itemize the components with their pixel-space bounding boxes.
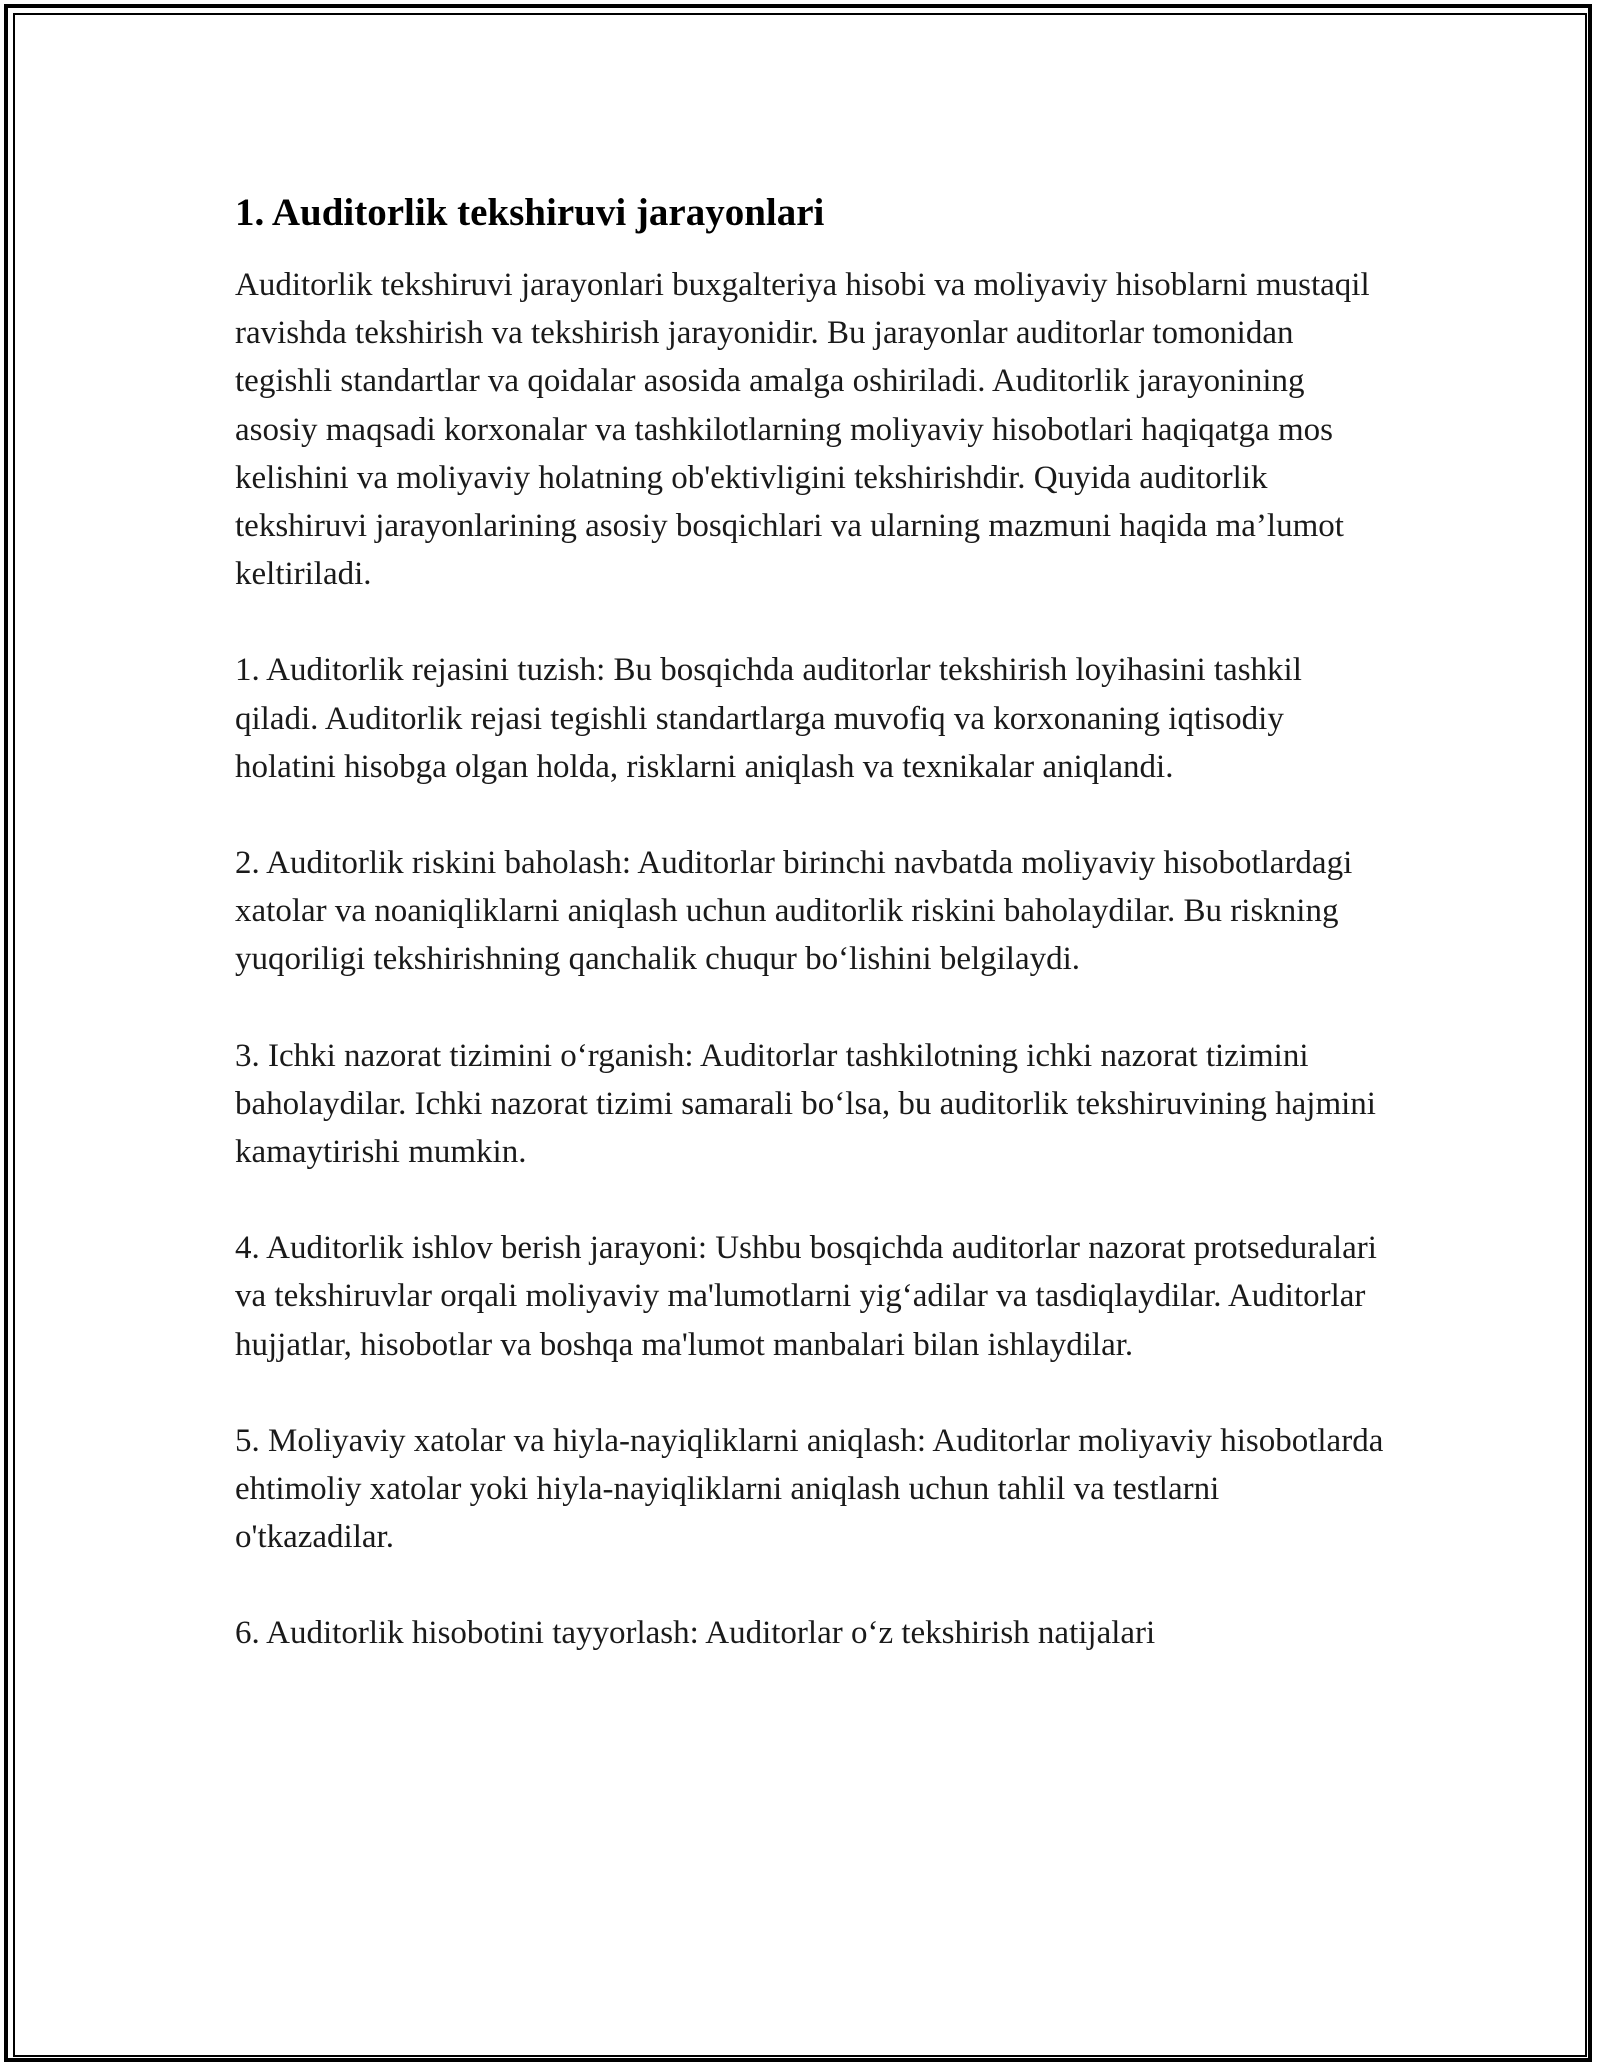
step-6-paragraph: 6. Auditorlik hisobotini tayyorlash: Auditorlar o‘z tekshirish natijalari <box>235 1615 1156 1652</box>
document-body <box>235 185 1385 1706</box>
intro-paragraph: Auditorlik tekshiruvi jarayonlari buxgalteriya hisobi va moliyaviy hisoblarni mustaqil ravishda tekshirish va tekshirish jarayonidir. Bu jarayonlar auditorlar tomonidan tegishli standartlar va qoidalar asosida amalga oshiriladi. Auditorlik jarayonining asosiy maqsadi korxonalar va tashkilotlarning moliyaviy hisobotlari haqiqatga mos kelishini va moliyaviy holatning ob'ektivligini tekshirishdir. Quyida auditorlik tekshiruvi jarayonlarining asosiy bosqichlari va ularning mazmuni haqida ma’lumot keltiriladi. <box>235 267 1370 593</box>
step-1-paragraph: 1. Auditorlik rejasini tuzish: Bu bosqichda auditorlar tekshirish loyihasini tashkil qiladi. Auditorlik rejasi tegishli standartlarga muvofiq va korxonaning iqtisodiy holatini hisobga olgan holda, risklarni aniqlash va texnikalar aniqlandi. <box>235 652 1302 785</box>
step-5-paragraph: 5. Moliyaviy xatolar va hiyla-nayiqliklarni aniqlash: Auditorlar moliyaviy hisobotlarda ehtimoliy xatolar yoki hiyla-nayiqliklarni aniqlash uchun tahlil va testlarni o'tkazadilar. <box>235 1422 1384 1556</box>
step-3-paragraph: 3. Ichki nazorat tizimini o‘rganish: Auditorlar tashkilotning ichki nazorat tizimini baholaydilar. Ichki nazorat tizimi samarali bo‘lsa, bu auditorlik tekshiruvining hajmini kamaytirishi mumkin. <box>235 1037 1376 1171</box>
step-2-paragraph: 2. Auditorlik riskini baholash: Auditorlar birinchi navbatda moliyaviy hisobotlardagi xatolar va noaniqliklarni aniqlash uchun auditorlik riskini baholaydilar. Bu riskning yuqoriligi tekshirishning qanchalik chuqur bo‘lishini belgilaydi. <box>235 845 1353 978</box>
section-heading: 1. Auditorlik tekshiruvi jarayonlari <box>235 191 825 234</box>
step-4-paragraph: 4. Auditorlik ishlov berish jarayoni: Ushbu bosqichda auditorlar nazorat protseduralari va tekshiruvlar orqali moliyaviy ma'lumotlarni yig‘adilar va tasdiqlaydilar. Auditorlar hujjatlar, hisobotlar va boshqa ma'lumot manbalari bilan ishlaydilar. <box>235 1230 1377 1363</box>
